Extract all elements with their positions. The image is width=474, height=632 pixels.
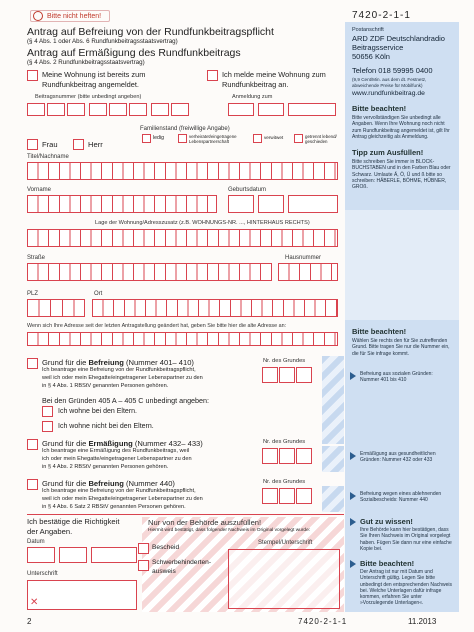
label-datum: Datum [27,539,45,545]
date-cell[interactable] [228,195,254,213]
beitragsnummer-field[interactable] [27,103,197,116]
digit-cell[interactable] [279,448,295,464]
hausnummer-input[interactable] [278,263,338,281]
sub-befreiung: (§ 4 Abs. 1 oder Abs. 6 Rundfunkbeitragsstaatsvertrag) [27,38,178,45]
date-cell[interactable] [27,547,55,563]
checkbox-herr[interactable] [73,139,84,150]
behoerde-title: Nur von der Behörde auszufüllen! [148,518,262,527]
label-familienstand: Familienstand (freiwillige Angabe) [140,126,230,132]
digit-cell[interactable] [109,103,127,116]
checkbox-befreiung-440[interactable] [27,479,38,490]
signature-x-icon: ✕ [30,597,39,608]
date-cell[interactable] [258,195,284,213]
arrow-icon [350,518,356,526]
g2-text-2: ich oder mein Ehegatte/eingetragener Lebenspartner zu den [42,456,192,462]
sidebar-arrow-befreiung: Befreiung aus sozialen Gründen: Nummer 401 bis 410 [360,371,433,384]
bestaetige-line2: der Angaben. [27,527,73,536]
checkbox-befreiung-401[interactable] [27,358,38,369]
checkbox-verheiratet[interactable] [178,134,187,143]
digit-cell[interactable] [279,488,295,504]
sidebar-arrow-ermaessigung: Ermäßigung aus gesundheitlichen Gründen: Nummer 432 oder 433 [360,451,436,464]
g2-title-c: (Nummer 432– 433) [132,439,203,448]
sidebar-white-panel [345,210,459,320]
hatched-area [322,446,344,472]
g1-text-1: Ich beantrage eine Befreiung von der Rundfunkbeitragspflicht, [42,367,196,373]
nachname-input[interactable] [27,162,338,180]
date-cell[interactable] [228,103,254,116]
phone-note: (9,9 Cent/Min. aus dem dt. Festnetz, abweichende Preise für Mobilfunk) [352,77,427,88]
digit-cell[interactable] [296,367,312,383]
label-anmeldung: Anmeldung zum [232,94,273,100]
label-nr-grundes-3: Nr. des Grundes [263,479,306,485]
sidebar-beachten-1-text: Bitte vervollständigen Sie unbedingt alle Angaben. Wenn Ihre Wohnung noch nicht zum Rundfunkbeitrag angemeldet ist, gilt Ihr Antrag gleichzeitig als Anmeldung. [352,115,450,140]
digit-cell[interactable] [27,103,45,116]
g1-text-3: in § 4 Abs. 1 RBStV genannten Personen gehören. [42,383,169,389]
hatched-area [322,486,344,512]
nr-grundes-3-field[interactable] [262,488,320,504]
label-plz: PLZ [27,291,39,297]
digit-cell[interactable] [262,367,278,383]
label-stempel: Stempel/Unterschrift [258,540,313,546]
sidebar-gut-heading: Gut zu wissen! [360,517,413,526]
date-cell[interactable] [258,103,284,116]
label-getrennt: getrennt lebend/ geschieden [305,134,337,145]
geburtsdatum-field[interactable] [228,195,338,213]
checkbox-frau[interactable] [27,139,38,150]
g2-title [42,440,203,448]
date-cell[interactable] [59,547,87,563]
checkbox-ermaessigung-432[interactable] [27,439,38,450]
lage-input[interactable] [27,229,338,247]
label-lage: Lage der Wohnung/Adresszusatz (z.B. WOHNUNGS-NR. ..., HINTERHAUS RECHTS) [95,220,310,226]
label-titel-nachname: Titel/Nachname [27,154,69,160]
g2-title-a: Grund für die [42,439,89,448]
sidebar-beachten-2-text: Wählen Sie rechts den für Sie zutreffenden Grund. Bitte tragen Sie nur die Nummer ein, die für Sie infrage kommt. [352,338,450,357]
sidebar-beachten-2-heading: Bitte beachten! [352,327,407,336]
label-ort: Ort [94,291,103,297]
plz-input[interactable] [27,299,85,317]
checkbox-nicht-bei-eltern[interactable] [42,421,53,432]
address-line3: 50656 Köln [352,52,390,61]
digit-cell[interactable] [129,103,147,116]
label-verwitwet: verwitwet [264,135,284,140]
hatched-area [322,356,344,444]
digit-cell[interactable] [151,103,169,116]
g3-title-a: Grund für die [42,479,89,488]
stempel-area [228,549,340,609]
postanschrift: Postanschrift [352,27,384,33]
date-cell[interactable] [288,103,336,116]
g1-title-b: Befreiung [88,358,124,367]
option-already-registered: Meine Wohnung ist bereits zum Rundfunkbeitrag angemeldet. [42,70,146,89]
sidebar-tipp-heading: Tipp zum Ausfüllen! [352,148,424,157]
no-staple-notice: Bitte nicht heften! [47,13,102,20]
arrow-icon [350,452,356,460]
label-schwerbeh-1: Schwerbehinderten- [152,559,212,566]
option-register: Ich melde meine Wohnung zum Rundfunkbeitrag an. [222,70,326,89]
label-ledig: ledig [153,135,164,141]
digit-cell[interactable] [89,103,107,116]
checkbox-register[interactable] [207,70,218,81]
address-line1: ARD ZDF Deutschlandradio [352,34,445,43]
behoerde-note: Hiermit wird bestätigt, dass folgender Nachweis im Original vorgelegt wurde: [148,528,311,533]
g1-sub: Bei den Gründen 405 A – 405 C unbedingt angeben: [42,396,210,405]
datum-field[interactable] [27,547,137,563]
g3-title-c: (Nummer 440) [123,479,175,488]
nr-grundes-2-field[interactable] [262,448,320,464]
bestaetige-line1: Ich bestätige die Richtigkeit [27,517,120,526]
nr-grundes-1-field[interactable] [262,367,320,383]
sub-ermaessigung: (§ 4 Abs. 2 Rundfunkbeitragsstaatsvertrag) [27,59,145,66]
label-herr: Herr [88,140,103,149]
label-bescheid: Bescheid [152,544,180,551]
checkbox-schwerbehinderten[interactable] [138,560,149,571]
arrow-icon [350,492,356,500]
label-nicht-bei-eltern: Ich wohne nicht bei den Eltern. [58,423,154,430]
digit-cell[interactable] [67,103,85,116]
label-strasse: Straße [27,255,46,261]
checkbox-ledig[interactable] [142,134,151,143]
vorname-input[interactable] [27,195,217,213]
sidebar-beachten-3-text: Der Antrag ist nur mit Datum und Unterschrift gültig. Legen Sie bitte unbedingt den entsprechenden Nachweis bei. Welche Unterlagen dafür infrage kommen, erfahren Sie unter »Vorzulegende Unterlagen«. [360,569,453,607]
anmeldung-field[interactable] [228,103,338,116]
label-nr-grundes-2: Nr. des Grundes [263,439,306,445]
digit-cell[interactable] [296,488,312,504]
label-unterschrift: Unterschrift [27,571,58,577]
digit-cell[interactable] [171,103,189,116]
address-line2: Beitragsservice [352,43,404,52]
digit-cell[interactable] [279,367,295,383]
label-nr-grundes-1: Nr. des Grundes [263,358,306,364]
label-beitragsnummer: Beitragsnummer (bitte unbedingt angeben) [35,94,142,100]
g2-title-b: Ermäßigung [88,439,133,448]
sidebar-gut-text: Ihre Behörde kann hier bestätigen, dass Sie Ihren Nachweis im Original vorgelegt haben. Fügen Sie dann nur eine einfache Kopie bei. [360,527,452,552]
g1-title [42,359,194,367]
sidebar-arrow-440: Befreiung wegen eines ablehnenden Sozialbescheids: Nummer 440 [360,491,442,504]
label-geburtsdatum: Geburtsdatum [228,187,267,193]
label-frau: Frau [42,140,58,149]
digit-cell[interactable] [262,448,278,464]
alte-adresse-input[interactable] [27,332,338,346]
g3-title-b: Befreiung [88,479,124,488]
g1-title-c: (Nummer 401– 410) [123,358,194,367]
ort-input[interactable] [92,299,338,317]
checkbox-bei-eltern[interactable] [42,406,53,417]
g1-text-2: weil ich oder mein Ehegatte/eingetragener Lebenspartner zu den [42,375,203,381]
label-hausnummer: Hausnummer [285,255,322,261]
sidebar-tipp-text: Bitte schreiben Sie immer in BLOCK-BUCHSTABEN und in den Farben Blau oder Schwarz. Umlaute Ä, Ö, Ü und ß bitte so schreiben: HÄBERLE, BÖHME, HÜBNER, GROß. [352,159,451,190]
g1-title-a: Grund für die [42,358,89,367]
g2-text-3: in § 4 Abs. 2 RBStV genannten Personen gehören. [42,464,169,470]
unterschrift-input[interactable] [27,580,137,610]
title-befreiung: Antrag auf Befreiung von der Rundfunkbeitragspflicht [27,26,274,38]
phone: Telefon 018 59995 0400 [352,66,433,75]
bottom-divider [27,514,344,515]
digit-cell[interactable] [296,448,312,464]
checkbox-bescheid[interactable] [138,543,149,554]
g3-title [42,480,175,488]
g2-text-1: Ich beantrage eine Ermäßigung des Rundfunkbeitrags, weil [42,448,190,454]
label-alte-adresse: Wenn sich Ihre Adresse seit der letzten Antragstellung geändert hat, geben Sie bitte hier die alte Adresse an: [27,323,287,329]
digit-cell[interactable] [262,488,278,504]
website-link[interactable]: www.rundfunkbeitrag.de [352,90,425,97]
g3-text-1: Ich beantrage eine Befreiung von der Rundfunkbeitragspflicht, [42,488,196,494]
arrow-icon [350,372,356,380]
page-number: 2 [27,617,32,626]
checkbox-already-registered[interactable] [27,70,38,81]
label-schwerbeh-2: ausweis [152,568,176,575]
g3-text-3: in § 4 Abs. 6 Satz 2 RBStV genannten Personen gehören. [42,504,186,510]
sidebar-beachten-1-heading: Bitte beachten! [352,104,407,113]
footer-date: 11.2013 [408,617,437,626]
title-ermaessigung: Antrag auf Ermäßigung des Rundfunkbeitrags [27,47,241,59]
label-bei-eltern: Ich wohne bei den Eltern. [58,408,137,415]
label-vorname: Vorname [27,187,52,193]
label-verheiratet: verheiratet/eingetragene Lebenspartnerschaft [189,134,237,145]
checkbox-getrennt[interactable] [294,134,303,143]
date-cell[interactable] [91,547,137,563]
date-cell[interactable] [288,195,338,213]
digit-cell[interactable] [47,103,65,116]
checkbox-verwitwet[interactable] [253,134,262,143]
sidebar-beachten-3-heading: Bitte beachten! [360,559,415,568]
arrow-icon [350,560,356,568]
strasse-input[interactable] [27,263,272,281]
footer-form-number: 7420-2-1-1 [298,617,348,626]
form-number: 7420-2-1-1 [352,10,411,21]
g3-text-2: weil ich oder mein Ehegatte/eingetragener Lebenspartner zu den [42,496,203,502]
